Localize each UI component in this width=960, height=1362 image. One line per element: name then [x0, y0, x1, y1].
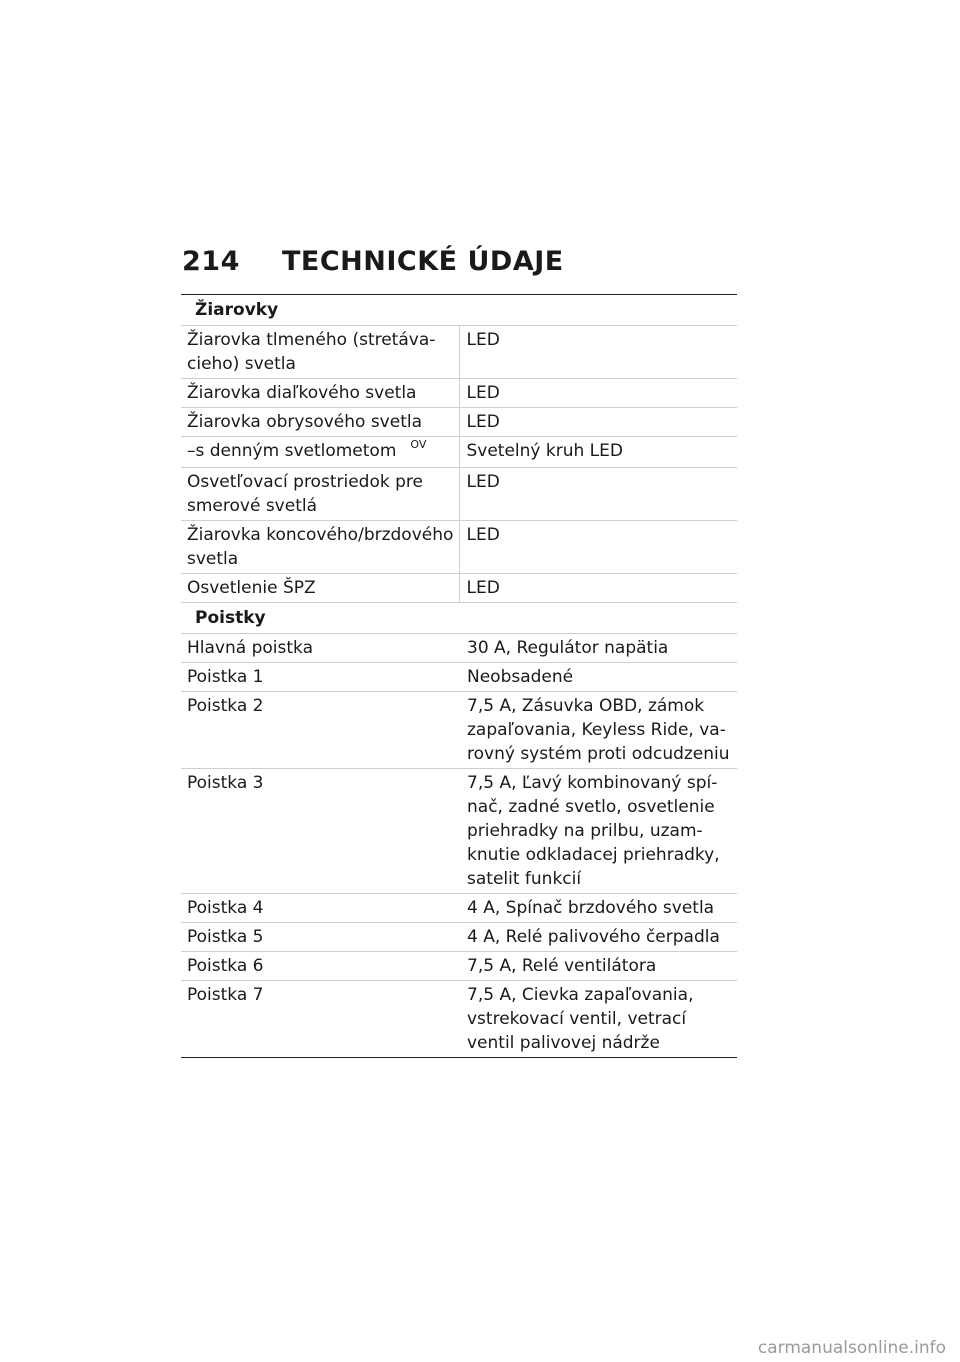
row-value: Svetelný kruh LED	[459, 437, 737, 468]
spec-table	[181, 294, 737, 1058]
row-value: 7,5 A, Zásuvka OBD, zámok zapaľovania, Keyless Ride, va-rovný systém proti odcudzeniu	[467, 696, 730, 764]
row-label: Poistka 3	[187, 773, 264, 793]
row-value: LED	[459, 408, 737, 437]
row-label: Poistka 6	[187, 956, 264, 976]
row-label: Žiarovka obrysového svetla	[187, 412, 423, 432]
table-row	[181, 769, 737, 894]
watermark: carmanualsonline.info	[757, 1338, 946, 1358]
table-row	[181, 326, 737, 379]
row-value: LED	[459, 379, 737, 408]
table-row	[181, 521, 737, 574]
table-row	[181, 379, 737, 408]
row-label: Poistka 5	[187, 927, 264, 947]
table-row	[181, 634, 737, 663]
section-header-bulbs	[181, 295, 737, 326]
row-value: LED	[459, 521, 737, 574]
row-value: 4 A, Spínač brzdového svetla	[467, 898, 715, 918]
row-value: 4 A, Relé palivového čerpadla	[467, 927, 720, 947]
row-label: Poistka 2	[187, 696, 264, 716]
table-row	[181, 692, 737, 769]
row-value: LED	[459, 326, 737, 379]
row-value: Neobsadené	[467, 667, 574, 687]
table-row	[181, 574, 737, 603]
row-label: Poistka 4	[187, 898, 264, 918]
table-row	[181, 923, 737, 952]
row-label: Žiarovka koncového/brzdového svetla	[187, 525, 454, 569]
page-number: 214	[182, 246, 240, 277]
table-row	[181, 981, 737, 1058]
row-label: Osvetlenie ŠPZ	[187, 578, 316, 598]
row-label: Poistka 1	[187, 667, 264, 687]
row-label: Žiarovka diaľkového svetla	[187, 383, 417, 403]
table-row	[181, 894, 737, 923]
row-label: –s denným svetlometom	[187, 441, 397, 461]
row-value: 7,5 A, Relé ventilátora	[467, 956, 657, 976]
row-label: Hlavná poistka	[187, 638, 313, 658]
section-title: Poistky	[195, 608, 266, 628]
table-row	[181, 408, 737, 437]
table-row	[181, 663, 737, 692]
row-label: Žiarovka tlmeného (stretáva-cieho) svetla	[187, 330, 436, 374]
section-header-fuses	[181, 603, 737, 634]
row-value: 7,5 A, Ľavý kombinovaný spí-nač, zadné svetlo, osvetlenie priehradky na prilbu, uzam-knutie odkladacej priehradky, satelit funkcií	[467, 773, 720, 889]
row-value: LED	[459, 468, 737, 521]
section-title: Žiarovky	[195, 300, 279, 320]
table-row	[181, 952, 737, 981]
page-title: TECHNICKÉ ÚDAJE	[282, 246, 564, 277]
table-row	[181, 437, 737, 468]
row-label-cell	[181, 437, 459, 468]
row-label: Poistka 7	[187, 985, 264, 1005]
row-value: LED	[459, 574, 737, 603]
row-value: 7,5 A, Cievka zapaľovania, vstrekovací ventil, vetrací ventil palivovej nádrže	[467, 985, 694, 1053]
option-marker: OV	[410, 438, 427, 451]
row-label: Osvetľovací prostriedok pre smerové svetlá	[187, 472, 423, 516]
table-row	[181, 468, 737, 521]
row-value: 30 A, Regulátor napätia	[467, 638, 669, 658]
page-header	[182, 246, 564, 277]
